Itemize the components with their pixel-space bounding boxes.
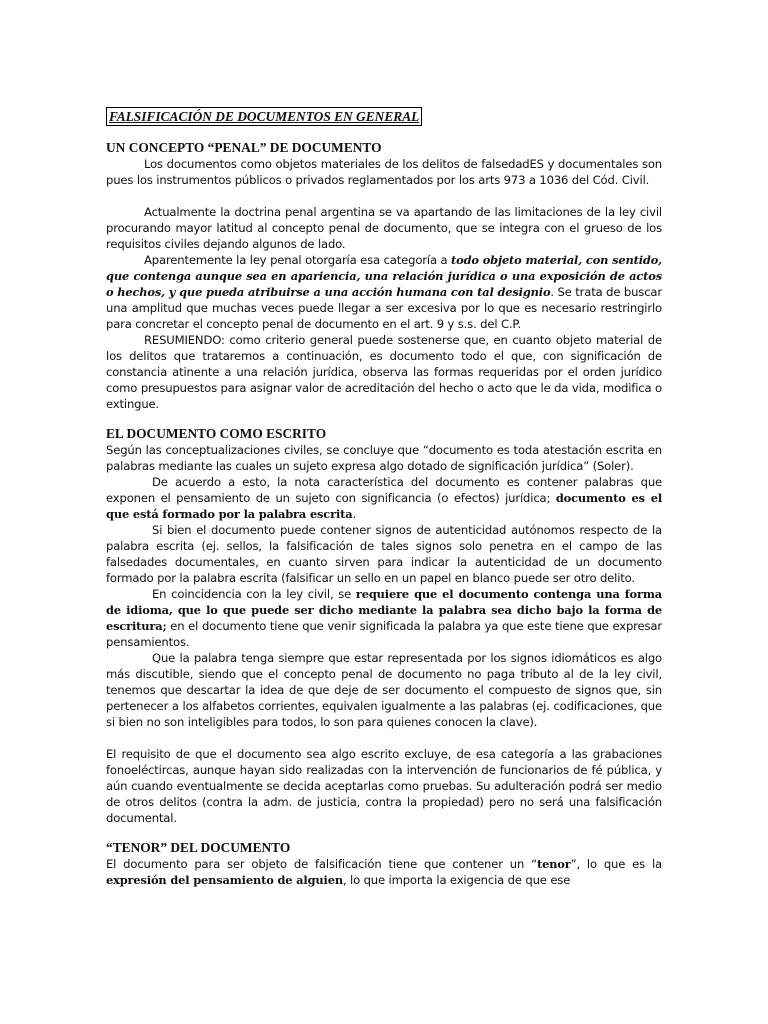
section-heading: “TENOR” DEL DOCUMENTO xyxy=(106,840,291,855)
paragraph: RESUMIENDO: como criterio general puede sostenerse que, en cuanto objeto material de los delitos que trataremos a continuación, es documento todo el que, con significación de constancia atinente a una relación jurídica, observa las formas requeridas por el orden jurídico como presupuestos para asignar valor de acreditación del hecho o acto que le da vida, modifica o extingue. xyxy=(106,333,662,411)
paragraph: Que la palabra tenga siempre que estar representada por los signos idiomáticos es algo más discutible, siendo que el concepto penal de documento no paga tributo al de la ley civil, tenemos que descartar la idea de que deje de ser documento el compuesto de signos que, sin pertenecer a los alfabetos corrientes, equivalen igualmente a las palabras (ej. codificaciones, que si bien no son inteligibles para todos, lo son para quienes conocen la clave). xyxy=(106,651,662,729)
emphasized-text: requiere que el documento contenga una forma de idioma, que lo que puede ser dicho mediante la palabra sea dicho bajo la forma de escritura; xyxy=(106,587,662,633)
paragraph: Si bien el documento puede contener signos de autenticidad autónomos respecto de la palabra escrita (ej. sellos, la falsificación de tales signos solo penetra en el campo de las falsedades documentales, en cuanto sirven para indicar la autenticidad de un documento formado por la palabra escrita (falsificar un sello en un papel en blanco puede ser otro delito. xyxy=(106,523,662,585)
paragraph xyxy=(106,856,662,888)
section-tenor xyxy=(106,840,662,888)
paragraph xyxy=(106,474,662,522)
document-title: FALSIFICACIÓN DE DOCUMENTOS EN GENERAL xyxy=(106,107,422,126)
paragraph: El requisito de que el documento sea algo escrito excluye, de esa categoría a las grabaciones fonoeléctircas, aunque hayan sido realizadas con la intervención de funcionarios de fé pública, y aún cuando eventualmente se decida aceptarlas como pruebas. Su adulteración podrá ser medio de otros delitos (contra la adm. de justicia, contra la propiedad) pero no será una falsificación documental. xyxy=(106,747,662,825)
section-concepto-penal xyxy=(106,140,662,412)
paragraph-text: , lo que importa la exigencia de que ese xyxy=(342,873,571,887)
paragraph: Actualmente la doctrina penal argentina se va apartando de las limitaciones de la ley civil procurando mayor latitud al concepto penal de documento, que se integra con el grueso de los requisitos civiles dejando algunos de lado. xyxy=(106,205,662,251)
paragraph-text: En coincidencia con la ley civil, se xyxy=(152,587,356,601)
paragraph-text: Aparentemente la ley penal otorgaría esa categoría a xyxy=(144,253,452,267)
emphasized-text: expresión del pensamiento de alguien xyxy=(106,873,343,887)
paragraph xyxy=(106,586,662,650)
section-documento-escrito xyxy=(106,426,662,826)
emphasized-text: documento es el que está formado por la palabra escrita xyxy=(106,491,662,521)
paragraph-text: . Se trata de buscar una amplitud que muchas veces puede llegar a ser excesiva por lo que es necesario restringirlo para concretar el concepto penal de documento en el art. 9 y s.s. del C.P. xyxy=(106,285,662,331)
document-page xyxy=(106,106,662,888)
paragraph-text: El documento para ser objeto de falsificación tiene que contener un “ xyxy=(106,857,537,871)
section-heading: EL DOCUMENTO COMO ESCRITO xyxy=(106,426,327,441)
paragraph: Según las conceptualizaciones civiles, se concluye que “documento es toda atestación escrita en palabras mediante las cuales un sujeto expresa algo dotado de significación jurídica” (Soler). xyxy=(106,443,662,473)
paragraph xyxy=(106,252,662,332)
section-heading: UN CONCEPTO “PENAL” DE DOCUMENTO xyxy=(106,140,382,155)
paragraph-text: . xyxy=(352,507,357,521)
paragraph: Los documentos como objetos materiales de los delitos de falsedadES y documentales son pues los instrumentos públicos o privados reglamentados por los arts 973 a 1036 del Cód. Civil. xyxy=(106,157,662,187)
emphasized-text: tenor xyxy=(536,857,571,871)
emphasized-text: todo objeto material, con sentido, que contenga aunque sea en apariencia, una relación jurídica o una exposición de actos o hechos, y que pueda atribuirse a una acción humana con tal designio xyxy=(106,253,662,299)
paragraph-text: en el documento tiene que venir significada la palabra ya que este tiene que expresar pensamientos. xyxy=(106,619,662,649)
paragraph-text: De acuerdo a esto, la nota característica del documento es contener palabras que exponen el pensamiento de un sujeto con significancia (o efectos) jurídica; xyxy=(106,475,662,505)
paragraph-text: ”, lo que es la xyxy=(570,857,662,871)
